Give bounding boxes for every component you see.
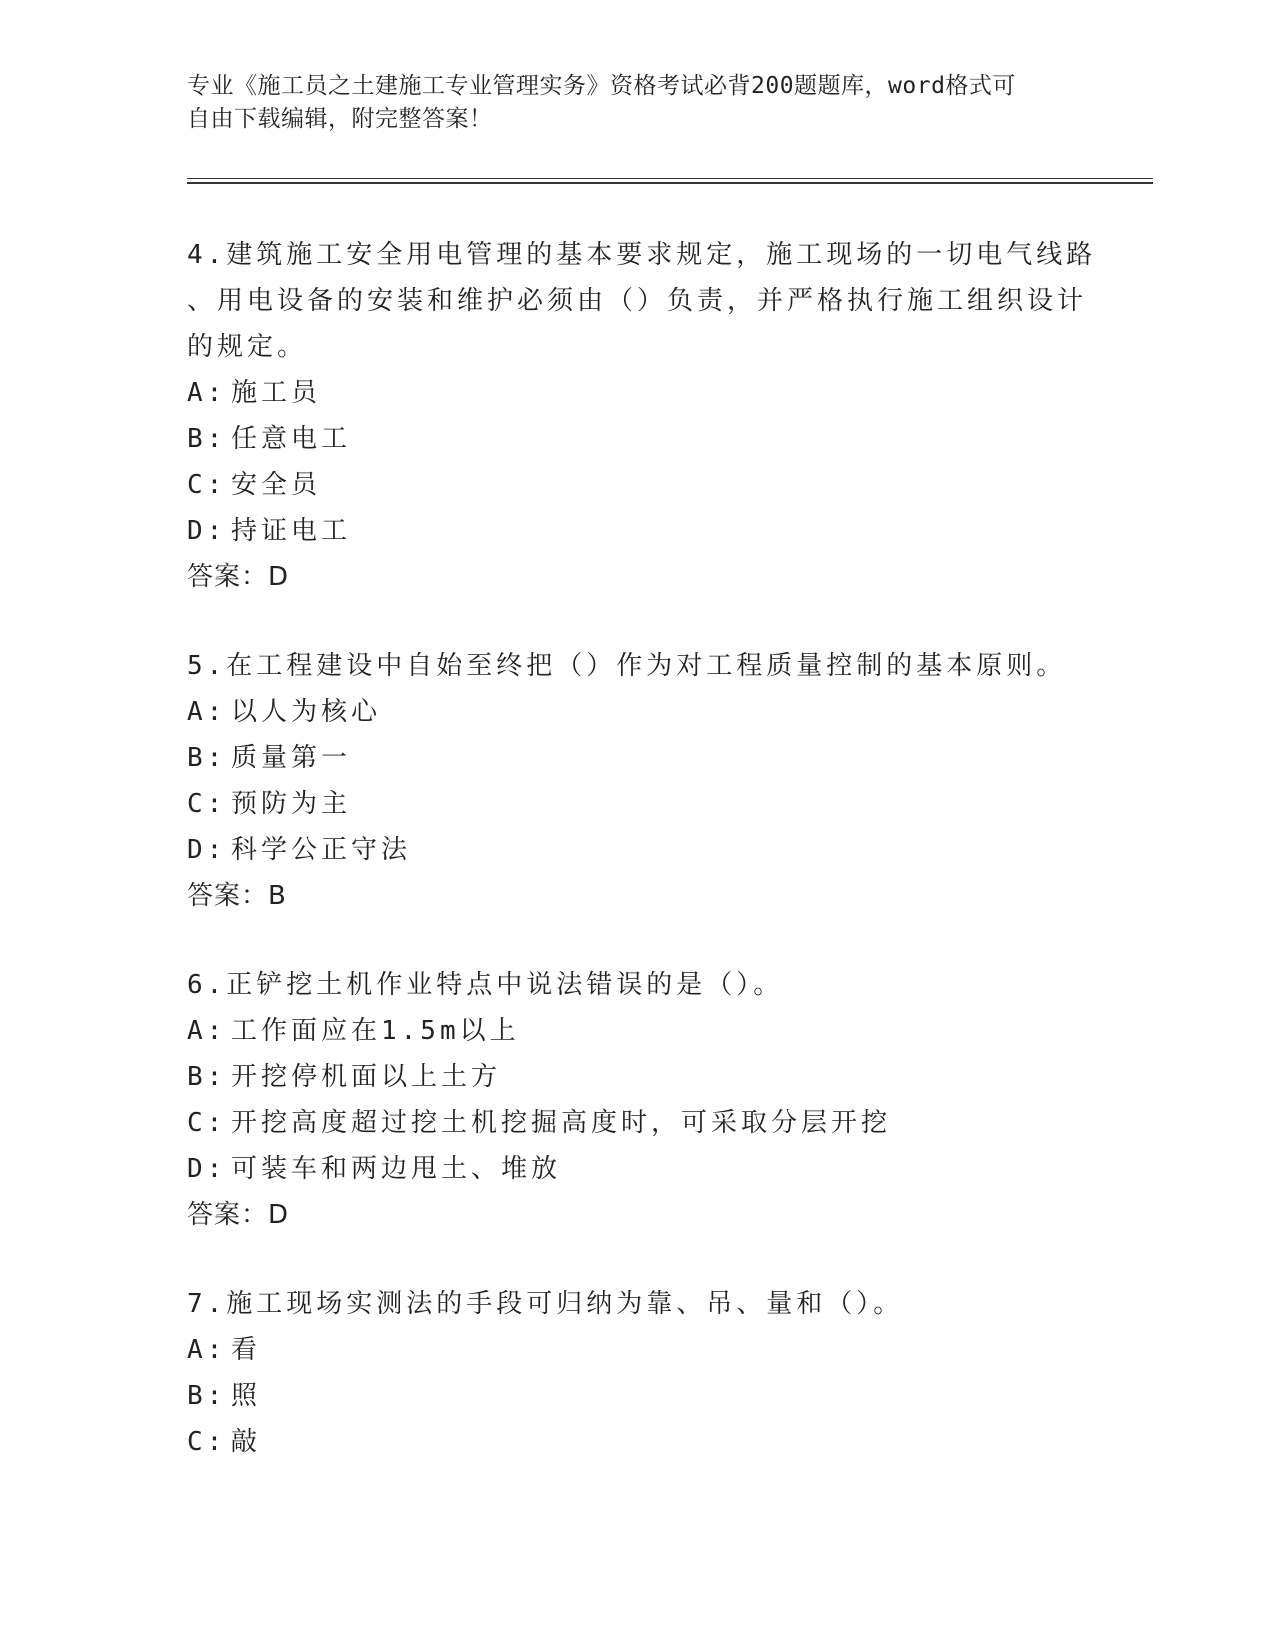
header-divider-thick: [187, 182, 1153, 184]
answer-option: [187, 508, 1087, 554]
header-line-1: 专业《施工员之土建施工专业管理实务》资格考试必背200题题库，word格式可: [187, 73, 1016, 99]
option-key: D:: [187, 835, 227, 865]
answer-key: 答案：B: [187, 881, 287, 911]
option-key: D:: [187, 516, 227, 546]
question-block: [187, 232, 1097, 600]
question-block: [187, 962, 1087, 1238]
option-text: 施工员: [231, 378, 322, 408]
answer-option: [187, 781, 1087, 827]
option-text: 看: [231, 1335, 262, 1365]
option-text: 安全员: [231, 470, 322, 500]
answer-option: [187, 1054, 1087, 1100]
document-header: [187, 70, 1087, 136]
option-text: 预防为主: [231, 789, 352, 819]
question-stem-line: 6.正铲挖土机作业特点中说法错误的是（）。: [187, 970, 784, 1000]
option-text: 工作面应在1.5m以上: [231, 1016, 520, 1046]
option-key: B:: [187, 1381, 227, 1411]
answer-option: [187, 370, 1087, 416]
answer-key: 答案：D: [187, 562, 290, 592]
question-stem-line: 的规定。: [187, 332, 308, 362]
question-list: [187, 232, 1097, 1508]
option-key: C:: [187, 1108, 227, 1138]
option-key: C:: [187, 470, 227, 500]
answer-option: [187, 1419, 1087, 1465]
question-block: [187, 643, 1087, 919]
option-text: 质量第一: [231, 743, 352, 773]
option-key: B:: [187, 743, 227, 773]
answer-option: [187, 416, 1087, 462]
answer-option: [187, 462, 1087, 508]
option-text: 开挖停机面以上土方: [231, 1062, 502, 1092]
answer-option: [187, 1327, 1087, 1373]
option-text: 照: [231, 1381, 262, 1411]
option-key: A:: [187, 378, 227, 408]
option-key: A:: [187, 1016, 227, 1046]
answer-option: [187, 1373, 1087, 1419]
question-stem-line: 7.施工现场实测法的手段可归纳为靠、吊、量和（）。: [187, 1289, 904, 1319]
answer-option: [187, 827, 1087, 873]
option-key: C:: [187, 1427, 227, 1457]
option-text: 开挖高度超过挖土机挖掘高度时，可采取分层开挖: [231, 1108, 892, 1138]
option-key: A:: [187, 1335, 227, 1365]
answer-option: [187, 1100, 1087, 1146]
option-key: B:: [187, 1062, 227, 1092]
option-text: 任意电工: [231, 424, 352, 454]
option-key: A:: [187, 697, 227, 727]
answer-option: [187, 689, 1087, 735]
question-stem-line: 4.建筑施工安全用电管理的基本要求规定，施工现场的一切电气线路: [187, 240, 1097, 270]
question-block: [187, 1281, 1087, 1465]
header-divider-thin: [187, 178, 1153, 179]
question-stem-line: 5.在工程建设中自始至终把（）作为对工程质量控制的基本原则。: [187, 651, 1067, 681]
option-key: D:: [187, 1154, 227, 1184]
option-key: B:: [187, 424, 227, 454]
header-line-2: 自由下载编辑，附完整答案！: [187, 106, 493, 132]
answer-option: [187, 735, 1087, 781]
answer-option: [187, 1008, 1087, 1054]
answer-option: [187, 1146, 1087, 1192]
answer-key: 答案：D: [187, 1200, 290, 1230]
option-text: 敲: [231, 1427, 262, 1457]
question-stem-line: 、用电设备的安装和维护必须由（）负责，并严格执行施工组织设计: [187, 286, 1088, 316]
option-text: 可装车和两边甩土、堆放: [231, 1154, 562, 1184]
option-text: 科学公正守法: [231, 835, 412, 865]
option-key: C:: [187, 789, 227, 819]
option-text: 以人为核心: [231, 697, 382, 727]
option-text: 持证电工: [231, 516, 352, 546]
